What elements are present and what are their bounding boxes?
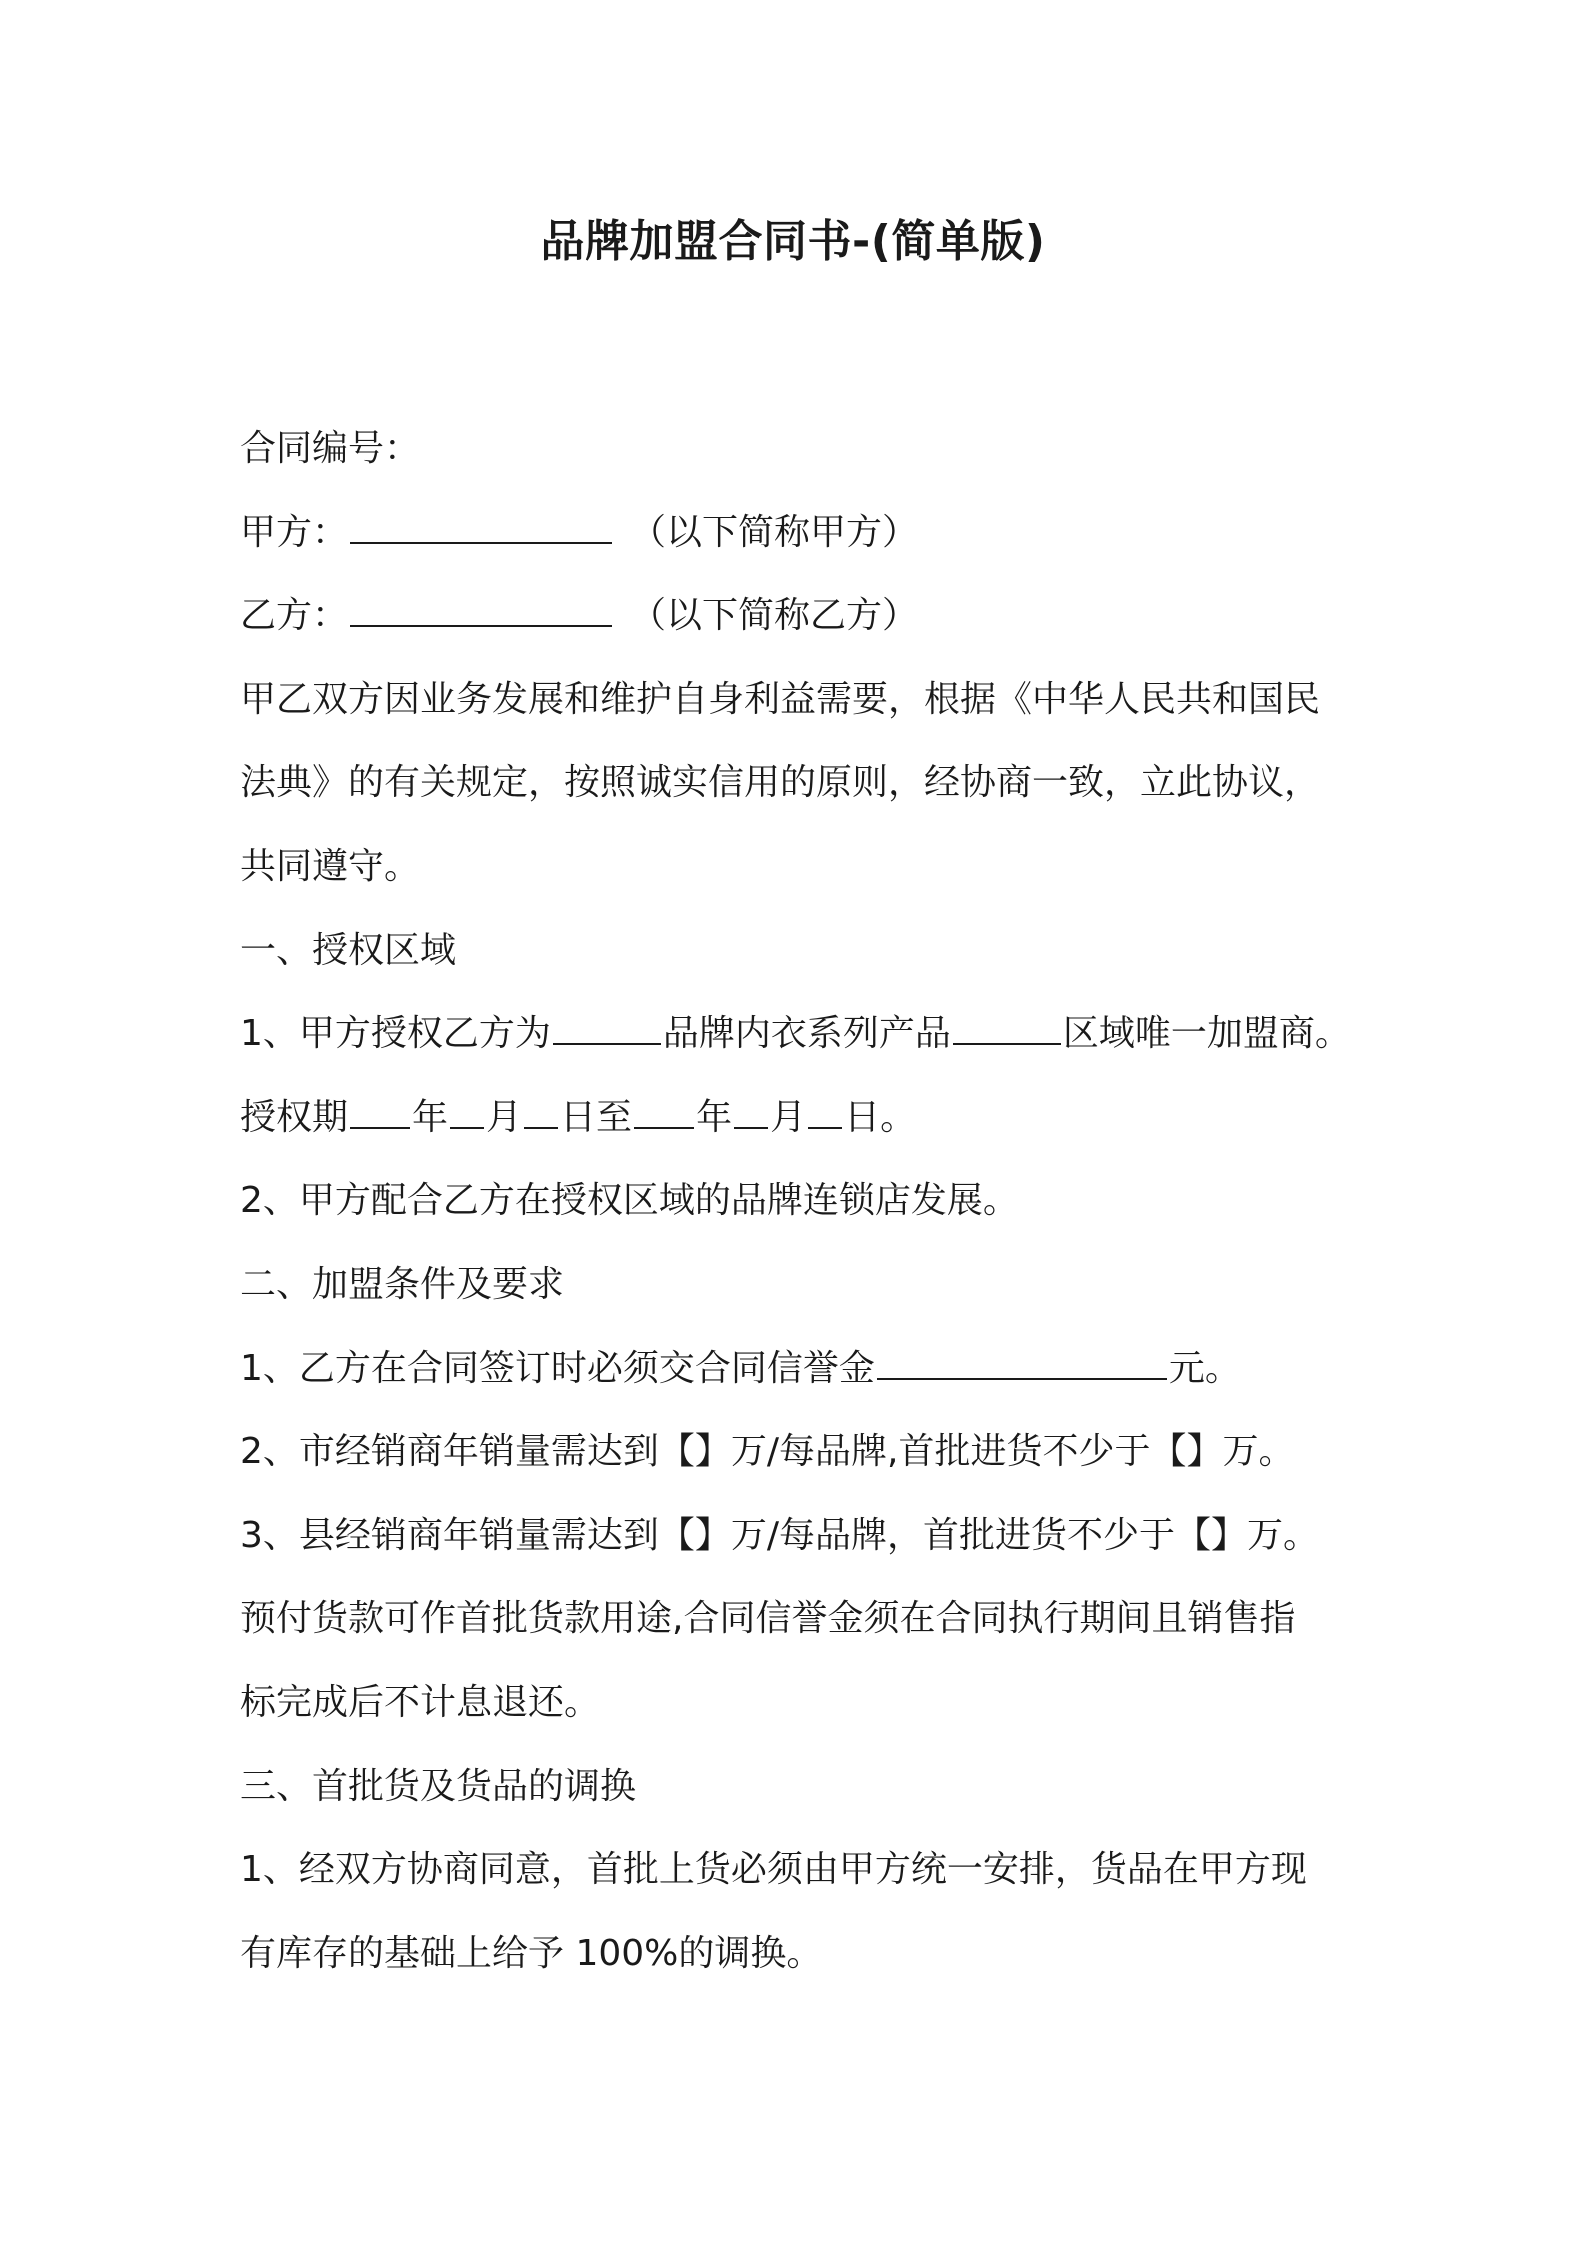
start-year-label: 年 (412, 1096, 449, 1138)
document-title: 品牌加盟合同书-(简单版) (540, 216, 1046, 267)
start-month-label: 月 (486, 1096, 523, 1138)
section-1-item-2: 2、甲方配合乙方在授权区域的品牌连锁店发展。 (240, 1180, 1019, 1222)
section-3-item-1-line-2: 有库存的基础上给予 100%的调换。 (240, 1932, 823, 1974)
document-body (240, 407, 1360, 1995)
section-3-item-1-line-1: 1、经双方协商同意，首批上货必须由甲方统一安排，货品在甲方现 (240, 1849, 1307, 1891)
party-b-blank (350, 595, 612, 627)
deposit-amount-blank (877, 1348, 1167, 1380)
section-1-item-1-text-c: 区域唯一加盟商。 (1062, 1013, 1351, 1055)
region-blank (953, 1013, 1061, 1045)
end-month-label: 月 (770, 1096, 807, 1138)
party-a-note: （以下简称甲方） (630, 511, 919, 553)
authorization-period-line (240, 1076, 1360, 1160)
section-1-heading: 一、授权区域 (240, 929, 457, 971)
section-2-item-1-text-a: 1、乙方在合同签订时必须交合同信誉金 (240, 1347, 875, 1389)
preamble-line-3: 共同遵守。 (240, 845, 421, 887)
end-day-blank (808, 1097, 842, 1129)
section-2-item-1-text-b: 元。 (1168, 1347, 1241, 1389)
section-2-item-2: 2、市经销商年销量需达到【】万/每品牌,首批进货不少于【】万。 (240, 1431, 1295, 1473)
section-3-heading: 三、首批货及货品的调换 (240, 1765, 637, 1807)
section-1-item-1-text-b: 品牌内衣系列产品 (662, 1013, 951, 1055)
start-day-label: 日至 (560, 1096, 633, 1138)
start-day-blank (524, 1097, 558, 1129)
brand-blank (553, 1013, 661, 1045)
section-2-note-line-1: 预付货款可作首批货款用途,合同信誉金须在合同执行期间且销售指 (240, 1598, 1296, 1640)
contract-number-label: 合同编号： (240, 428, 421, 469)
start-month-blank (450, 1097, 484, 1129)
start-year-blank (350, 1097, 410, 1129)
section-2-heading: 二、加盟条件及要求 (240, 1263, 565, 1305)
preamble-line-1: 甲乙双方因业务发展和维护自身利益需要，根据《中华人民共和国民 (240, 678, 1321, 720)
end-year-blank (634, 1097, 694, 1129)
period-label: 授权期 (240, 1096, 349, 1138)
end-year-label: 年 (696, 1096, 733, 1138)
section-1-item-1 (240, 992, 1360, 1076)
party-a-blank (350, 512, 612, 544)
section-2-item-1 (240, 1327, 1360, 1411)
section-2-item-3: 3、县经销商年销量需达到【】万/每品牌，首批进货不少于【】万。 (240, 1514, 1320, 1556)
end-day-label: 日。 (844, 1096, 917, 1138)
section-2-note-line-2: 标完成后不计息退还。 (240, 1681, 601, 1723)
party-a-line (240, 491, 1360, 575)
section-1-item-1-text-a: 1、甲方授权乙方为 (240, 1013, 551, 1055)
party-b-label: 乙方： (240, 595, 349, 637)
party-a-label: 甲方： (240, 511, 349, 553)
party-b-note: （以下简称乙方） (630, 595, 919, 637)
party-b-line (240, 574, 1360, 658)
preamble-line-2: 法典》的有关规定，按照诚实信用的原则，经协商一致，立此协议， (240, 762, 1321, 804)
end-month-blank (734, 1097, 768, 1129)
contract-number-line (240, 407, 1360, 491)
